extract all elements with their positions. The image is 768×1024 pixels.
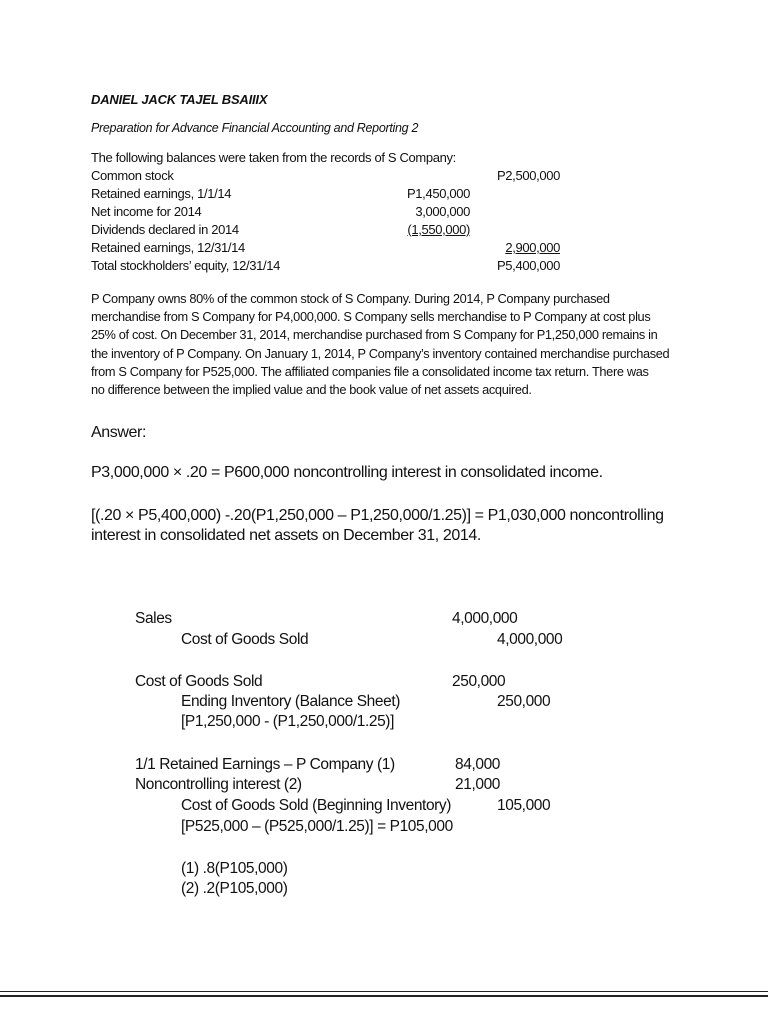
balance-amount: 2,900,000: [505, 240, 560, 255]
problem-line: the inventory of P Company. On January 1, 2014, P Company’s inventory contained merchandise purchased: [91, 345, 670, 361]
entry-3-debit-1-amount: 84,000: [455, 756, 501, 773]
entry-2-debit-amount: 250,000: [452, 673, 506, 690]
entry-2-note: [P1,250,000 - (P1,250,000/1.25)]: [181, 713, 394, 730]
problem-line: from S Company for P525,000. The affiliated companies file a consolidated income tax return. There was: [91, 363, 649, 379]
balance-amount: P2,500,000: [496, 168, 560, 183]
balance-label: Retained earnings, 12/31/14: [91, 240, 245, 255]
entry-2-credit-label: Ending Inventory (Balance Sheet): [181, 693, 400, 710]
answer-line-1: P3,000,000 × .20 = P600,000 noncontrolling interest in consolidated income.: [91, 464, 603, 481]
entry-1-debit-label: Sales: [135, 610, 172, 627]
answer-heading: Answer:: [91, 424, 146, 441]
entry-3-note: [P525,000 – (P525,000/1.25)] = P105,000: [181, 818, 453, 835]
entry-3-credit-label: Cost of Goods Sold (Beginning Inventory): [181, 797, 452, 814]
page-divider: [0, 995, 768, 997]
entry-1-debit-amount: 4,000,000: [452, 610, 518, 627]
problem-line: merchandise from S Company for P4,000,000. S Company sells merchandise to P Company at cost plus: [91, 309, 651, 325]
problem-paragraph: [91, 290, 691, 399]
entry-3-debit-1-label: 1/1 Retained Earnings – P Company (1): [135, 756, 395, 773]
entry-3-footnote-1: (1) .8(P105,000): [181, 860, 288, 877]
problem-line: P Company owns 80% of the common stock of S Company. During 2014, P Company purchased: [91, 291, 610, 306]
balance-amount: (1,550,000): [407, 222, 470, 237]
entry-3-debit-2-amount: 21,000: [455, 776, 501, 793]
entry-2-debit-label: Cost of Goods Sold: [135, 673, 263, 690]
balance-amount: P5,400,000: [496, 258, 560, 273]
answer-line-2a: [(.20 × P5,400,000) -.20(P1,250,000 – P1,250,000/1.25)] = P1,030,000 noncontrolling: [91, 507, 664, 524]
problem-line: no difference between the implied value and the book value of net assets acquired.: [91, 382, 532, 398]
page-divider: [0, 991, 768, 992]
answer-line-2b: interest in consolidated net assets on December 31, 2014.: [91, 527, 481, 544]
course-subtitle: Preparation for Advance Financial Accounting and Reporting 2: [91, 121, 419, 135]
balances-intro: The following balances were taken from the records of S Company:: [91, 150, 456, 165]
balance-amount: 3,000,000: [415, 204, 470, 219]
entry-3-footnote-2: (2) .2(P105,000): [181, 880, 288, 897]
entry-2-credit-amount: 250,000: [497, 693, 551, 710]
entry-1-credit-label: Cost of Goods Sold: [181, 631, 309, 648]
author-name: DANIEL JACK TAJEL BSAIIIX: [91, 92, 268, 107]
balance-label: Dividends declared in 2014: [91, 222, 239, 237]
entry-3-credit-amount: 105,000: [497, 797, 551, 814]
balance-label: Common stock: [91, 168, 174, 183]
balance-amount: P1,450,000: [406, 186, 470, 201]
balance-label: Total stockholders’ equity, 12/31/14: [91, 258, 281, 273]
problem-line: 25% of cost. On December 31, 2014, merchandise purchased from S Company for P1,250,000 remains in: [91, 327, 658, 343]
balance-label: Retained earnings, 1/1/14: [91, 186, 232, 201]
entry-1-credit-amount: 4,000,000: [497, 631, 563, 648]
entry-3-debit-2-label: Noncontrolling interest (2): [135, 776, 302, 793]
balance-label: Net income for 2014: [91, 204, 202, 219]
